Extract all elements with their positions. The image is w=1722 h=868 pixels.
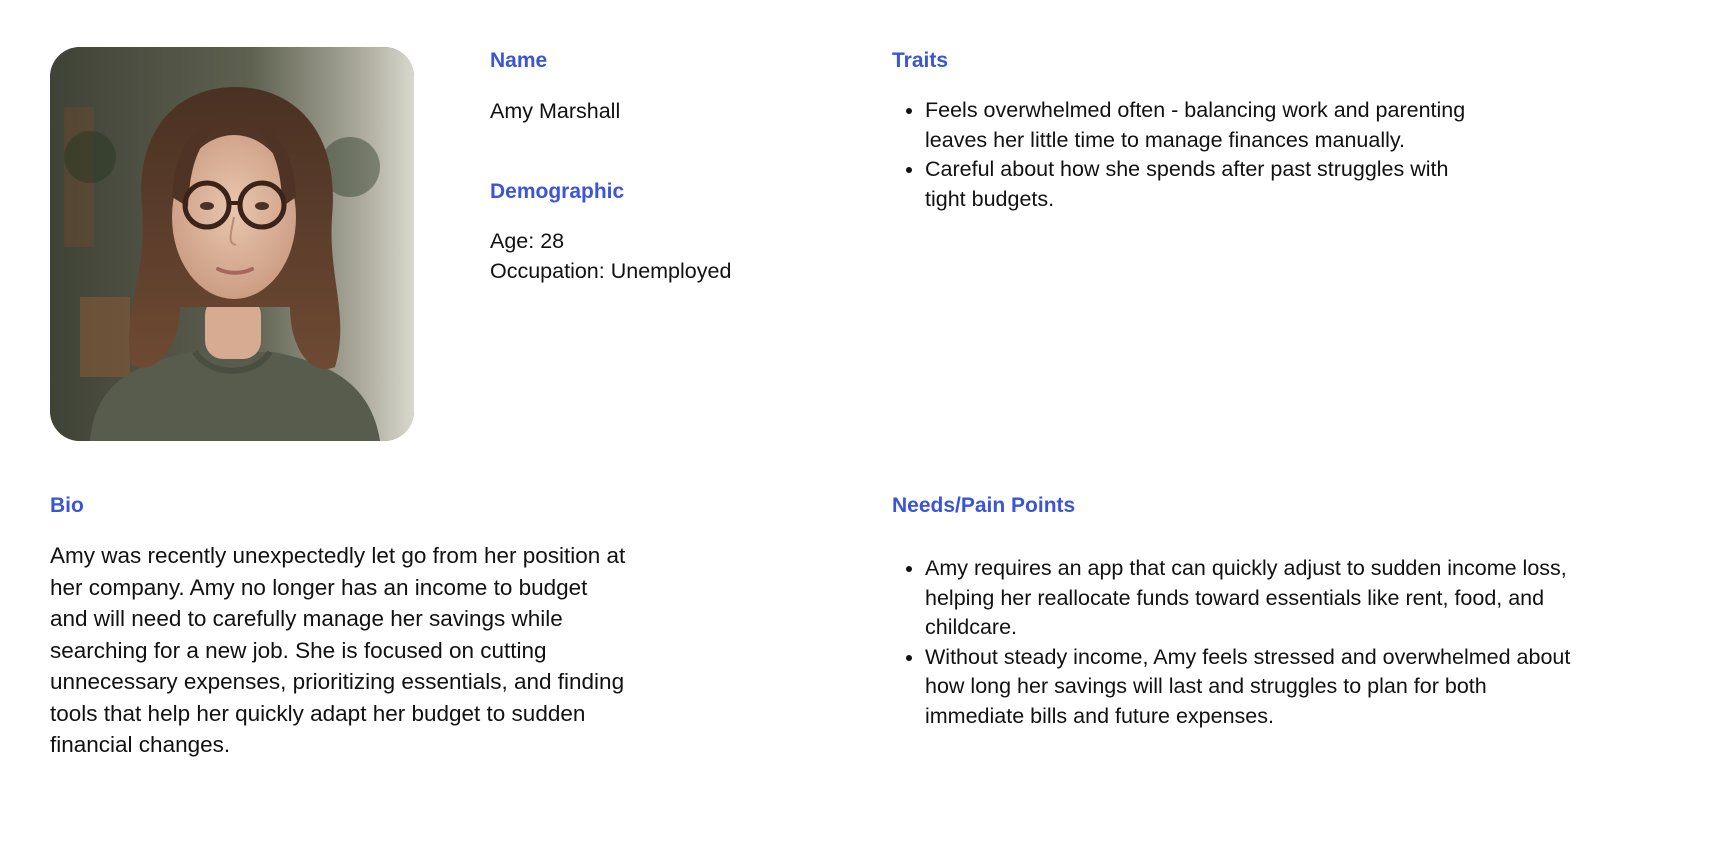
traits-list <box>892 96 1470 214</box>
name-heading: Name <box>490 49 548 72</box>
persona-photo <box>50 47 414 441</box>
demographic-age: Age: 28 <box>490 229 565 253</box>
bio-text: Amy was recently unexpectedly let go from her position at her company. Amy no longer has an income to budget and will need to carefully manage her savings while searching for a new job. She is focused on cutting unnecessary expenses, prioritizing essentials, and finding tools that help her quickly adapt her budget to sudden financial changes. <box>50 543 626 757</box>
needs-item: • Without steady income, Amy feels stressed and overwhelmed about how long her savings will last and struggles to plan for both immediate bills and future expenses. <box>925 643 1580 732</box>
name-value: Amy Marshall <box>490 99 621 123</box>
traits-item: • Feels overwhelmed often - balancing work and parenting leaves her little time to manage finances manually. <box>925 96 1470 155</box>
bio-heading: Bio <box>50 494 84 517</box>
traits-heading: Traits <box>892 49 949 72</box>
demographic-heading: Demographic <box>490 180 625 203</box>
demographic-occupation: Occupation: Unemployed <box>490 259 732 283</box>
needs-item: • Amy requires an app that can quickly adjust to sudden income loss, helping her reallocate funds toward essentials like rent, food, and childcare. <box>925 554 1580 643</box>
needs-heading: Needs/Pain Points <box>892 494 1076 517</box>
traits-item: • Careful about how she spends after past struggles with tight budgets. <box>925 155 1470 214</box>
needs-list <box>892 554 1580 731</box>
